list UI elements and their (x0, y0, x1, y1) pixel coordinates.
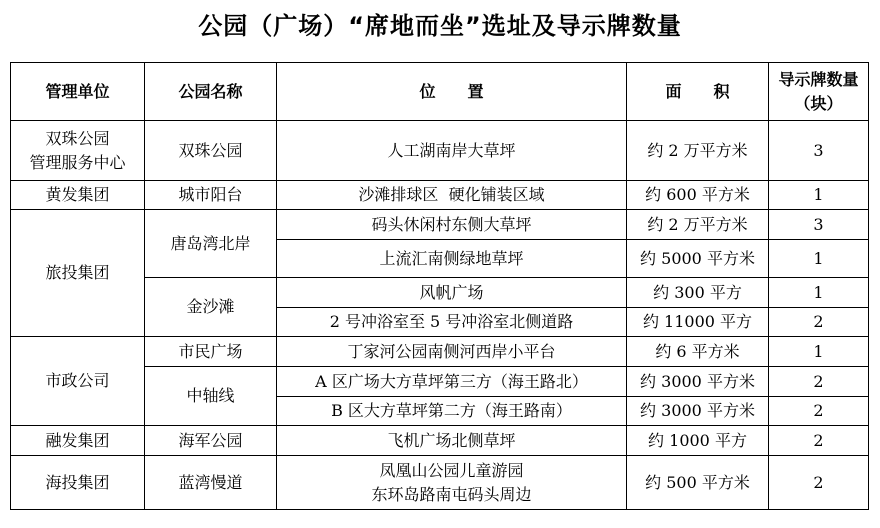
header-count: 导示牌数量 （块） (769, 63, 869, 121)
location-cell: 风帆广场 (277, 278, 627, 308)
table-row (11, 456, 869, 510)
unit-cell: 旅投集团 (11, 210, 145, 337)
area-cell: 约 2 万平方米 (627, 121, 769, 181)
park-cell: 中轴线 (145, 367, 277, 426)
area-cell: 约 2 万平方米 (627, 210, 769, 240)
park-cell: 双珠公园 (145, 121, 277, 181)
area-cell: 约 11000 平方 (627, 308, 769, 337)
location-cell: 码头休闲村东侧大草坪 (277, 210, 627, 240)
table-row (11, 337, 869, 367)
location-cell: 2 号冲浴室至 5 号冲浴室北侧道路 (277, 308, 627, 337)
area-cell: 约 1000 平方 (627, 426, 769, 456)
table-row (11, 181, 869, 210)
location-cell: 人工湖南岸大草坪 (277, 121, 627, 181)
park-cell: 城市阳台 (145, 181, 277, 210)
location-cell: A 区广场大方草坪第三方（海王路北） (277, 367, 627, 397)
count-cell: 3 (769, 121, 869, 181)
location-cell: B 区大方草坪第二方（海王路南） (277, 397, 627, 426)
unit-cell: 融发集团 (11, 426, 145, 456)
location-cell: 丁家河公园南侧河西岸小平台 (277, 337, 627, 367)
unit-cell: 海投集团 (11, 456, 145, 510)
count-cell: 1 (769, 278, 869, 308)
count-cell: 1 (769, 181, 869, 210)
count-cell: 1 (769, 240, 869, 278)
area-cell: 约 3000 平方米 (627, 367, 769, 397)
area-cell: 约 5000 平方米 (627, 240, 769, 278)
park-cell: 蓝湾慢道 (145, 456, 277, 510)
location-cell: 飞机广场北侧草坪 (277, 426, 627, 456)
count-cell: 3 (769, 210, 869, 240)
table-row (11, 121, 869, 181)
location-cell: 上流汇南侧绿地草坪 (277, 240, 627, 278)
table-row (11, 210, 869, 240)
area-cell: 约 3000 平方米 (627, 397, 769, 426)
park-cell: 海军公园 (145, 426, 277, 456)
unit-cell: 双珠公园 管理服务中心 (11, 121, 145, 181)
count-cell: 2 (769, 397, 869, 426)
site-table (10, 62, 869, 510)
area-cell: 约 300 平方 (627, 278, 769, 308)
count-cell: 2 (769, 426, 869, 456)
header-area: 面 积 (627, 63, 769, 121)
count-cell: 2 (769, 367, 869, 397)
count-cell: 1 (769, 337, 869, 367)
table-row (11, 426, 869, 456)
area-cell: 约 600 平方米 (627, 181, 769, 210)
unit-cell: 黄发集团 (11, 181, 145, 210)
header-row (11, 63, 869, 121)
header-unit: 管理单位 (11, 63, 145, 121)
count-cell: 2 (769, 308, 869, 337)
area-cell: 约 6 平方米 (627, 337, 769, 367)
area-cell: 约 500 平方米 (627, 456, 769, 510)
park-cell: 金沙滩 (145, 278, 277, 337)
location-cell: 沙滩排球区 硬化铺装区域 (277, 181, 627, 210)
unit-cell: 市政公司 (11, 337, 145, 426)
count-cell: 2 (769, 456, 869, 510)
document-title: 公园（广场）“席地而坐”选址及导示牌数量 (198, 12, 682, 40)
location-cell: 凤凰山公园儿童游园 东环岛路南屯码头周边 (277, 456, 627, 510)
park-cell: 唐岛湾北岸 (145, 210, 277, 278)
header-park: 公园名称 (145, 63, 277, 121)
header-location: 位 置 (277, 63, 627, 121)
park-cell: 市民广场 (145, 337, 277, 367)
